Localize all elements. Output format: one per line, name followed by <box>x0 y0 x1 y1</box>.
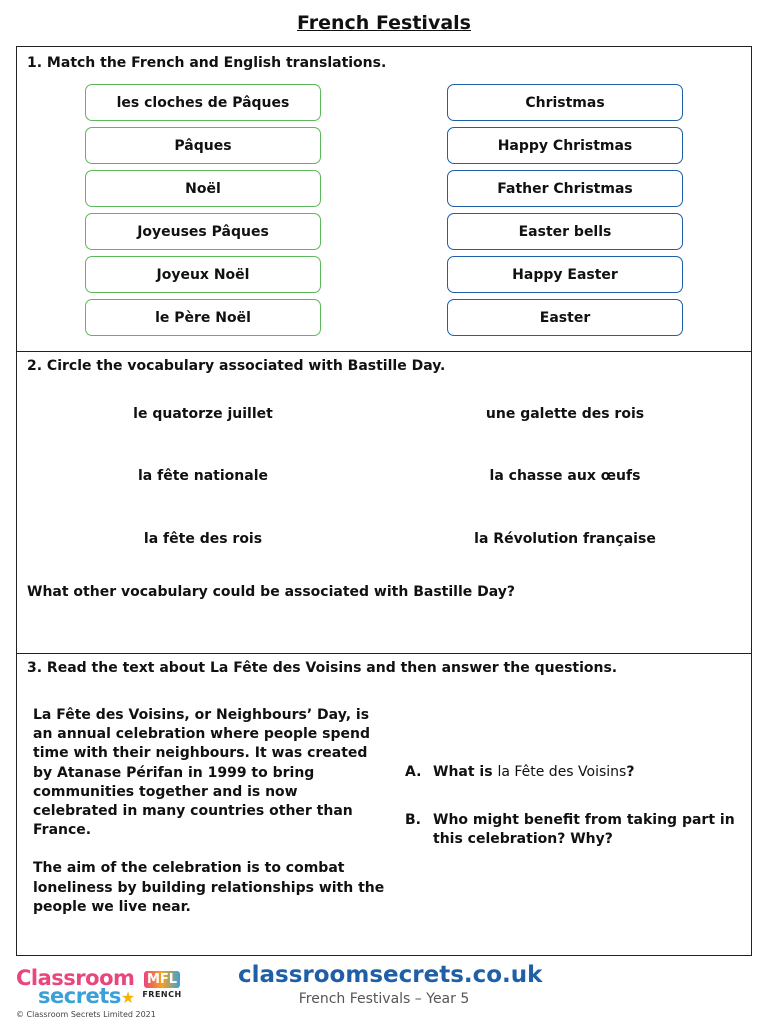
footer-subtitle: French Festivals – Year 5 <box>298 991 470 1007</box>
sub-question-letter: B. <box>405 812 421 828</box>
star-icon: ★ <box>120 988 135 1007</box>
passage-paragraph-1: La Fête des Voisins, or Neighbours’ Day, is an annual celebration where people spend time with their neighbours. It was created by Atanase Périfan in 1999 to bring communities together and is now celebrated in many countries other than France. <box>33 707 370 839</box>
french-card-4[interactable]: Joyeuses Pâques <box>85 213 321 250</box>
english-card-1[interactable]: Christmas <box>447 84 683 121</box>
question-2: 2. Circle the vocabulary associated with Bastille Day. <box>27 358 446 374</box>
section-fete-des-voisins <box>16 653 752 956</box>
mfl-french-badge <box>142 968 182 1004</box>
term-highlight: la Fête des Voisins <box>497 764 627 780</box>
vocab-item[interactable]: la chasse aux œufs <box>489 468 641 484</box>
followup-question: What other vocabulary could be associated with Bastille Day? <box>27 584 515 600</box>
english-card-2[interactable]: Happy Christmas <box>447 127 683 164</box>
passage-paragraph-2: The aim of the celebration is to combat loneliness by building relationships with the people we live near. <box>33 860 385 915</box>
english-card-6[interactable]: Easter <box>447 299 683 336</box>
classroom-secrets-logo <box>16 966 136 1006</box>
vocab-item[interactable]: une galette des rois <box>485 406 645 422</box>
french-card-5[interactable]: Joyeux Noël <box>85 256 321 293</box>
reading-passage <box>33 706 385 917</box>
vocab-item[interactable]: le quatorze juillet <box>133 406 273 422</box>
logo-text-top: Classroom <box>16 966 135 990</box>
page-title: French Festivals <box>297 12 471 34</box>
section-match-translations <box>16 46 752 352</box>
logo-text-bottom: secrets★ <box>38 984 135 1008</box>
english-card-5[interactable]: Happy Easter <box>447 256 683 293</box>
sub-question-a <box>405 763 745 782</box>
vocab-item[interactable]: la fête nationale <box>138 468 268 484</box>
website-link[interactable]: classroomsecrets.co.uk <box>238 962 543 988</box>
question-3: 3. Read the text about La Fête des Voisins and then answer the questions. <box>27 660 618 676</box>
sub-question-letter: A. <box>405 764 422 780</box>
mfl-sublabel: FRENCH <box>142 990 182 999</box>
french-card-2[interactable]: Pâques <box>85 127 321 164</box>
question-1: 1. Match the French and English translations. <box>27 55 387 71</box>
french-card-3[interactable]: Noël <box>85 170 321 207</box>
english-card-4[interactable]: Easter bells <box>447 213 683 250</box>
french-card-1[interactable]: les cloches de Pâques <box>85 84 321 121</box>
french-card-6[interactable]: le Père Noël <box>85 299 321 336</box>
copyright-text: © Classroom Secrets Limited 2021 <box>16 1010 156 1019</box>
vocab-item[interactable]: la fête des rois <box>143 531 263 547</box>
vocab-item[interactable]: la Révolution française <box>474 531 656 547</box>
sub-question-text: Who might benefit from taking part in this celebration? Why? <box>433 812 735 848</box>
sub-question-text: What is la Fête des Voisins? <box>433 764 635 780</box>
english-card-3[interactable]: Father Christmas <box>447 170 683 207</box>
sub-question-b <box>405 811 745 849</box>
section-bastille-day <box>16 351 752 654</box>
mfl-label: MFL <box>144 971 180 988</box>
